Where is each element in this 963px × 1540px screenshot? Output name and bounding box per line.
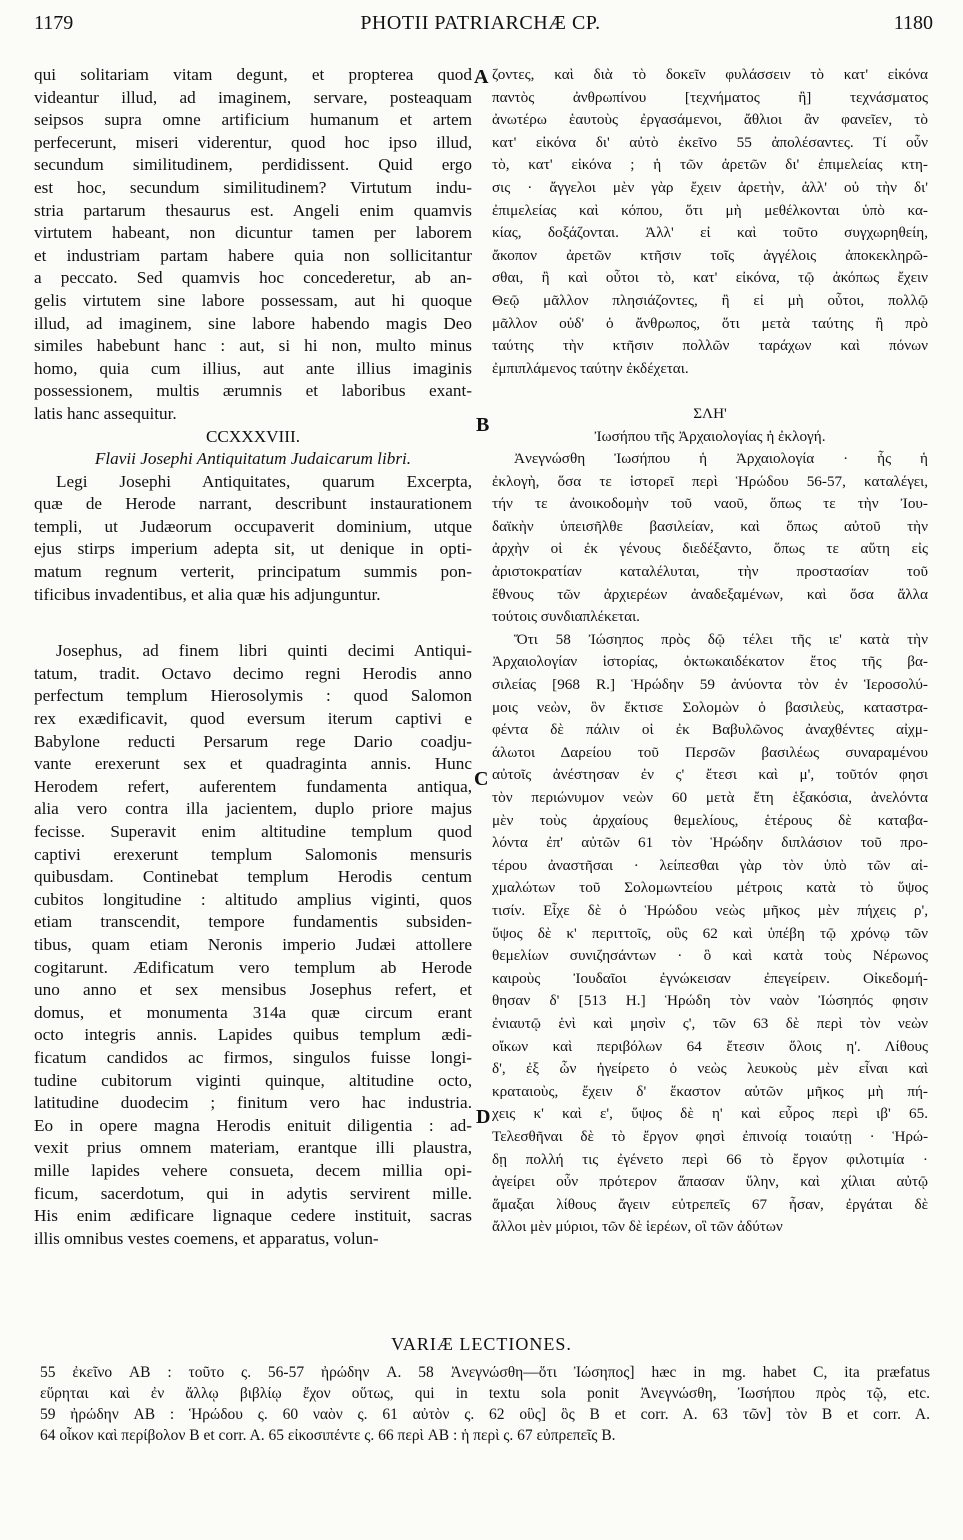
text-line: ἄκοπον ἀρετῶν κτῆσιν τοῖς ἀγγέλοις ἀποκεκληρῶ-: [492, 246, 928, 264]
text-line: κραταιοὺς, ἔχειν δ' ἕκαστον αὐτῶν μῆκος μὴ πή-: [492, 1082, 928, 1100]
page-number-right: 1180: [893, 12, 933, 34]
text-line: Legi Josephi Antiquitates, quarum Excerpta,: [56, 471, 472, 491]
text-line: ἀρχὴν οἱ ἐκ γένους διεδέξαντο, ὅπως τε αὕτη εἰς: [492, 540, 928, 558]
margin-letter-d: D: [476, 1106, 491, 1128]
text-line: σθαι, ἢ καὶ οὗτοι τὸ, κατ' εἰκόνα, τῷ ἀκόπως ἔχειν: [492, 269, 928, 287]
text-line: 55 ἐκεῖνο AB : τοῦτο ς. 56-57 ἠρώδην A. 58 Ἀνεγνώσθη—ὅτι Ἰώσηπος] hæc in mg. habet C, ita præfatus: [40, 1364, 930, 1381]
text-line: seipsos supra omne artificium humanum et artem: [34, 110, 472, 130]
text-line: θησαν δ' [513 H.] Ἡρώδη τὸν ναὸν Ἰώσηπός φησιν: [492, 992, 928, 1010]
text-line: ejus stirps imperium adepta sit, ut denique in opti-: [34, 539, 472, 559]
text-line: Eo in opere magna Herodis enituit diligentia : ad-: [34, 1115, 472, 1135]
text-line: Babylone reducti Persarum rege Dario coadju-: [34, 731, 472, 751]
text-line: ἀριστοκρατίαν καταλέλυται, τὴν προστασίαν τοῦ: [492, 563, 928, 581]
text-line: Herodem refert, auferentem fundamenta antiqua,: [34, 776, 472, 796]
text-line: quibusdam. Continebat templum Herodis centum: [34, 867, 472, 887]
text-line: σις · ἄγγελοι μὲν γὰρ ἔχειν ἀρετὴν, ἀλλ' οὐ τὴν δι': [492, 178, 928, 196]
text-line: ἐκλογὴ, ὅσα τε ἱστορεῖ περὶ Ἡρώδου 56-57, καταλέγει,: [492, 472, 928, 490]
page-number-left: 1179: [34, 12, 74, 34]
text-line: a peccato. Sed quamvis hoc concederetur, ab an-: [34, 268, 472, 288]
text-line: ἀγείρει οὖν πρότερον ἅπασαν ὕλην, καὶ χίλιαι αὐτῷ: [492, 1173, 928, 1191]
text-line: παντὸς ἀνθρωπίνου [τεχνήματος ἢ] τεχνάσματος: [492, 88, 928, 106]
text-line: θεμελίων συνιζησάντων · ὃ καὶ κατὰ τοὺς Νέρωνος: [492, 947, 928, 965]
text-line: etiam transcendit, tempore fundamentis subsiden-: [34, 912, 472, 932]
latin-paragraph-1: [34, 64, 472, 426]
text-line: δ', ἐξ ὧν ἠγείρετο ὁ νεὼς λευκοὺς μὲν εἶναι καὶ: [492, 1060, 928, 1078]
footnotes: [40, 1362, 930, 1446]
text-line: fecisse. Superavit enim altitudine templum quod: [34, 822, 472, 841]
text-line: χμαλώτων τοῦ Σολομωντείου μέτροις κατὰ τὸ ὕψος: [492, 879, 928, 897]
text-line: ὕψος δὲ κ' περιττοῖς, οὓς 62 καὶ ὑπέβη τῷ χρόνῳ τῶν: [492, 924, 928, 942]
text-line: τὸ, κατ' εἰκόνα ; ἡ τῶν ἀρετῶν δι' ἐπιμελείας κτη-: [492, 156, 928, 174]
margin-letter-a: A: [474, 66, 489, 88]
text-line: ἔθνους τῶν ἀρχιερέων ἀναδεξαμένων, καὶ ὅσα ἄλλα: [492, 585, 928, 603]
text-line: illis omnibus vestes coemens, et apparatus, volun-: [34, 1228, 379, 1248]
text-line: ἄλλοι μὲν μύριοι, τῶν δὲ ἱερέων, οἳ τῶν ἀδύτων: [492, 1218, 783, 1236]
text-line: τὸν περιώνυμον νεὼν 60 μετὰ ἔτη ἑξακόσια, ἀνελόντα: [492, 789, 928, 806]
text-line: vexit prius omnem materiam, erantque illi plaustra,: [34, 1138, 472, 1158]
margin-letter-c: C: [474, 768, 489, 790]
text-line: φέντα δὲ πάλιν οἱ ἐκ Βαβυλῶνος ἀναχθέντες αἰχμ-: [492, 721, 928, 739]
text-line: οἴκων καὶ περιβόλων 64 ἔτεσιν ὅλοις η'. Λίθους: [492, 1037, 928, 1055]
greek-paragraph-3: [492, 629, 928, 1239]
text-line: perfectum templum Hierosolymis : quod Salomon: [34, 686, 472, 706]
latin-paragraph-3: [34, 640, 472, 1250]
text-line: άλωτοι Δαρείου τοῦ Περσῶν βασιλέως συναραμένου: [492, 743, 928, 761]
text-line: latitudine duodecim ; finitum vero hac industria.: [34, 1093, 472, 1113]
text-line: matum regnum verterit, principatum summis pon-: [34, 562, 472, 582]
text-line: tibus, quam etiam Neronis imperio Judæi attollere: [34, 934, 472, 954]
text-line: δαϊκὴν ὑπεισῆλθε βασιλείαν, καὶ ὅπως αὐτοῦ τὴν: [492, 517, 928, 535]
greek-paragraph-2: [492, 448, 928, 629]
text-line: ζοντες, καὶ διὰ τὸ δοκεῖν φυλάσσειν τὸ κατ' εἰκόνα: [492, 66, 928, 83]
text-line: uno anno et sex mensibus Josephus refert, et: [34, 980, 472, 1000]
text-line: et industriam partam habere quia non sollicitantur: [34, 245, 472, 265]
text-line: δῃ πολλή τις ἐγένετο περὶ 66 τὸ ἔργον φιλοτιμία ·: [492, 1150, 928, 1168]
text-line: κατ' εἰκόνα δι' αὐτὸ ἐκεῖνο 55 ἀπολέσαντες. Τί οὖν: [492, 133, 928, 151]
text-line: σιλείας [968 R.] Ἡρώδην 59 ἀνύοντα τὸν ἐν Ἱεροσολύ-: [492, 676, 928, 694]
text-line: Ἀρχαιολογίαν ἱστορίας, ὀκτωκαιδέκατον ἔτος τῆς βα-: [492, 653, 928, 671]
greek-section-number: ΣΛΗ': [693, 404, 727, 422]
text-line: octo integris annis. Lapides quibus templum ædi-: [34, 1025, 472, 1045]
text-line: captivi erexerunt templum Salomonis mensuris: [34, 844, 472, 864]
text-line: καιροὺς Ἰουδαῖοι ἐγνώκεισαν ἐπεγείρειν. Οἰκεδομή-: [492, 969, 928, 987]
text-line: tatum, tradit. Octavo decimo regni Herodis anno: [34, 663, 472, 683]
text-line: ficatum candidos ac firmos, singulos fuisse longi-: [34, 1047, 472, 1067]
greek-section-title: Ἰωσήπου τῆς Ἀρχαιολογίας ἡ ἐκλογή.: [594, 427, 826, 445]
greek-column: [492, 64, 928, 1239]
text-line: possessionem, multis ærumnis et laboribus exant-: [34, 381, 472, 401]
text-line: est hoc, secundum similitudinem? Virtutum indu-: [34, 177, 472, 197]
text-line: alia vero contra illa jacientem, duplo priore majus: [34, 799, 472, 819]
text-line: templi, ut Judæorum occupaverit dominium, utque: [34, 516, 472, 536]
text-line: stria partarum thesaurus est. Angeli enim quamvis: [34, 200, 472, 220]
text-line: secundum similitudinem, perdidissent. Quid ergo: [34, 155, 472, 175]
latin-section-number: CCXXXVIII.: [205, 426, 301, 446]
text-line: ficum, sacerdotum, qui in adytis servirent mille.: [34, 1183, 472, 1203]
text-line: vante erexerunt sex et quadraginta annis. Hunc: [34, 754, 472, 774]
text-line: Ὅτι 58 Ἰώσηπος πρὸς δῷ τέλει τῆς ιε' κατὰ τὴν: [514, 630, 928, 648]
text-line: λόντα ἐπ' αὐτῶν 61 τὸν Ἡρώδην διπλάσιον τοῦ προ-: [492, 834, 928, 852]
text-line: ἐπιμελείας καὶ κόπου, ὅτι μὴ μεθέλκονται ὑπὸ κα-: [492, 201, 928, 219]
text-line: 59 ἠρώδην AB : Ἡρώδου ς. 60 ναὸν ς. 61 αὐτὸν ς. 62 οὓς] ὃς B et corr. A. 63 τῶν] τὸν B et corr. A.: [40, 1406, 930, 1423]
text-line: Josephus, ad finem libri quinti decimi Antiqui-: [56, 641, 472, 661]
latin-column: [34, 64, 472, 1250]
latin-paragraph-2: [34, 471, 472, 607]
latin-section-title: Flavii Josephi Antiquitatum Judaicarum libri.: [94, 449, 412, 469]
text-line: Τελεσθῆναι δὲ τὸ ἔργον φησὶ ἐπινοίᾳ τοιαύτῃ · Ἡρώ-: [492, 1127, 928, 1145]
text-line: cubitos longitudine : altitudo amplius viginti, quos: [34, 889, 472, 909]
text-line: τούτοις συνδιαπλέκεται.: [492, 608, 640, 626]
text-line: αὐτοῖς ἀνέστησαν ἐν ς' ἔτεσι καὶ μ', τοῦτόν φησι: [492, 766, 928, 784]
text-line: illud, ad imaginem, sine labore habendo magis Deo: [34, 313, 472, 333]
text-line: His enim ædificare lignaque cedere instituit, sacras: [34, 1206, 472, 1226]
text-line: 64 οἶκον καὶ περίβολον B et corr. A. 65 εἰκοσιπέντε ς. 66 περὶ AB : ἡ περὶ ς. 67 εὐπρεπεῖς B.: [40, 1427, 616, 1444]
text-line: χεις κ' καὶ ε', ὕψος δὲ η' καὶ εὖρος περὶ ιβ' 65.: [492, 1105, 928, 1123]
text-line: ἅμαξαι λίθους ἄγειν εὐτρεπεῖς 67 ἦσαν, ἐργάται δὲ: [492, 1195, 928, 1213]
text-line: mille lapides vehere consueta, decem millia opi-: [34, 1160, 472, 1180]
greek-paragraph-1: [492, 64, 928, 380]
text-line: κίας, δοξάζονται. Ἀλλ' εἰ καὶ τοῦτο συγχωρηθείη,: [492, 224, 928, 242]
text-line: ἐμπιπλάμενος ταύτην ἐκδέχεται.: [492, 359, 689, 377]
text-line: cogitarunt. Ædificatum vero templum ab Herode: [34, 957, 472, 977]
text-line: perfecerunt, miseri viderentur, quod hoc ipso illud,: [34, 132, 472, 152]
text-line: latis hanc assequitur.: [34, 403, 177, 423]
running-title: PHOTII PATRIARCHÆ CP.: [360, 12, 601, 34]
text-line: gelis virtutem sine labore possessam, aut hi quoque: [34, 290, 472, 310]
text-line: ταύτης τὴν κτῆσιν πολλῶν ταράχων καὶ πόνων: [492, 337, 928, 355]
text-line: tudine cubitorum viginti quinque, altitudine octo,: [34, 1070, 472, 1090]
footnotes-title: VARIÆ LECTIONES.: [391, 1334, 572, 1354]
text-line: ἀνωτέρω ἑαυτοὺς ἐργασάμενοι, ἄθλιοι ἂν φανεῖεν, τὸ: [492, 111, 928, 129]
text-line: Θεῷ μᾶλλον πλησιάζοντες, ἢ εἰ μὴ οὗτοι, πολλῷ: [492, 291, 928, 309]
text-line: μοις νεὼν, ὃν ἔκτισε Σολομὼν ὁ βασιλεὺς, καταστρα-: [492, 698, 928, 716]
text-line: homo, quia cum illius, aut ante illius imaginis: [34, 358, 472, 378]
text-line: εὕρηται καὶ ἐν ἄλλῳ βιβλίῳ ἔχον οὕτως, qui in textu sola ponit Ἀνεγνώσθη, Ἰωσήπου πρὸς τῷ, etc.: [40, 1385, 930, 1402]
text-line: ἐνιαυτῷ ἑνὶ καὶ μησὶν ς', τῶν 63 δὲ περὶ τὸν νεὼν: [492, 1014, 928, 1032]
text-line: μὲν τοὺς ἀρχαίους θεμελίους, ἑτέρους δὲ καταβα-: [492, 811, 928, 829]
text-line: τέρου ἀναστῆσαι · λείπεσθαι γὰρ τὸν ὑπὸ τῶν αἰ-: [492, 856, 928, 874]
text-line: rex exædificavit, quod eversum iterum captivi e: [34, 709, 472, 729]
text-line: Ἀνεγνώσθη Ἰωσήπου ἡ Ἀρχαιολογία · ἧς ἡ: [514, 450, 928, 468]
text-line: domus, et monumenta 314a quæ circum erant: [34, 1002, 472, 1022]
text-line: similes habebunt hanc : aut, si hi non, multo minus: [34, 336, 472, 356]
page-header: [28, 6, 933, 42]
text-line: τισίν. Εἶχε δὲ ὁ Ἡρώδου νεὼς μῆκος μὲν πήχεις ρ',: [492, 901, 928, 919]
text-line: virtutem habeant, non dicuntur tamen per laborem: [34, 223, 472, 243]
text-line: μᾶλλον οὐδ' ὁ ἄνθρωπος, ὅτι μετὰ ταύτης ἢ πρὸ: [492, 314, 928, 332]
text-line: videantur illud, ad imaginem, servare, posteaquam: [34, 87, 472, 107]
text-line: tificibus invadentibus, et alia quæ his adjunguntur.: [34, 584, 381, 604]
text-line: qui solitariam vitam degunt, et propterea quod: [34, 65, 472, 84]
margin-letter-b: B: [476, 414, 490, 436]
text-line: quæ de Herode narrant, describunt instaurationem: [34, 494, 472, 514]
text-line: τήν τε ἀνοικοδομὴν τοῦ ναοῦ, ὅπως τε τὴν Ἰου-: [492, 495, 928, 513]
